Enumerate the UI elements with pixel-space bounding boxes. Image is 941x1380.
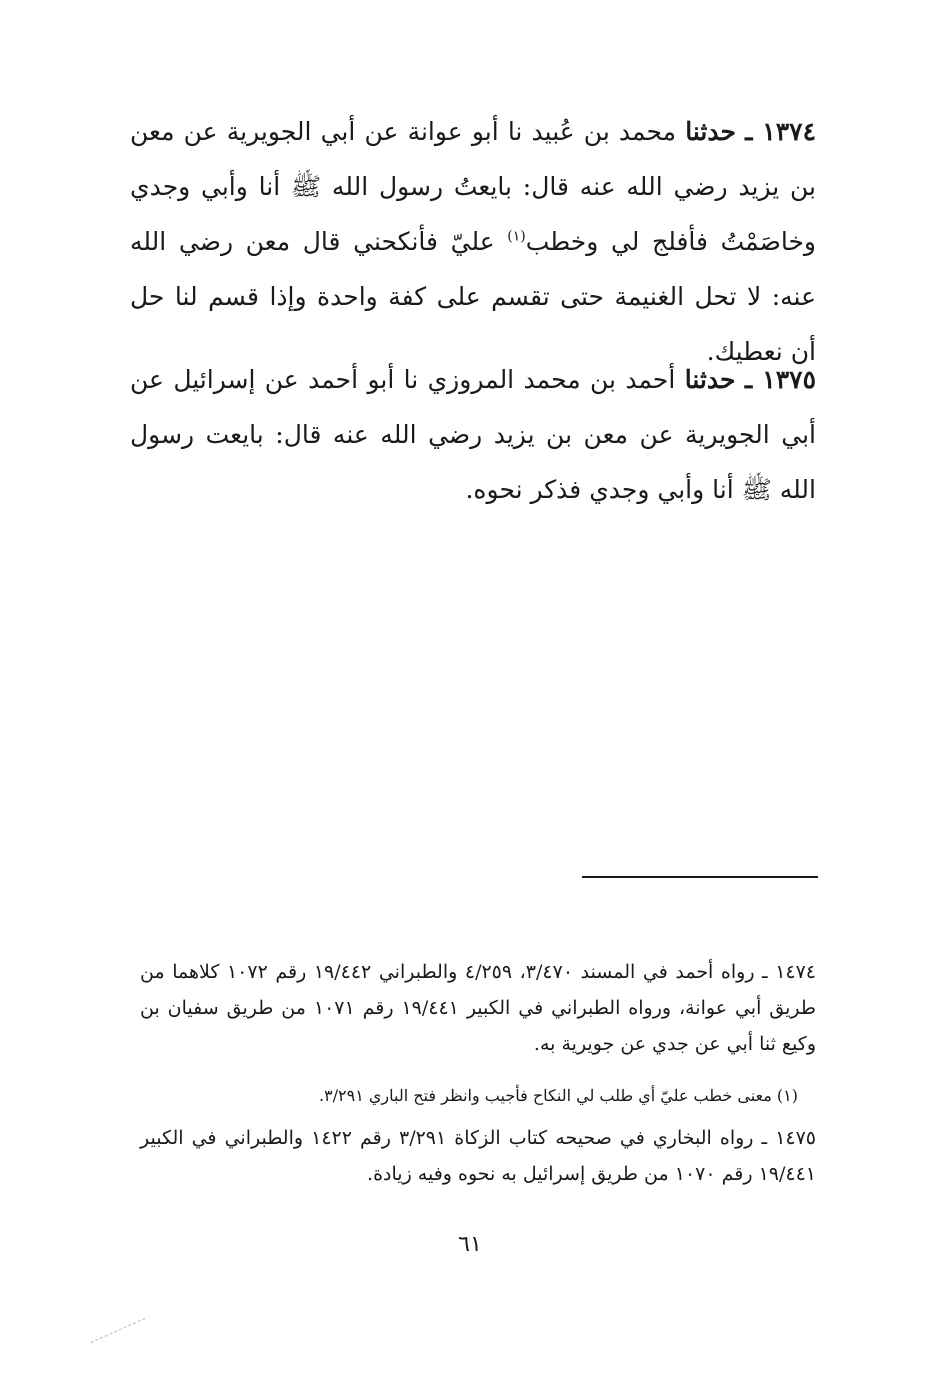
hadith-1375-paragraph [130, 352, 816, 517]
hadith-text: أحمد بن محمد المروزي نا أبو أحمد عن إسرائيل عن أبي الجويرية عن معن بن يزيد رضي الله عنه قال: بايعت رسول الله ﷺ أنا وأبي وجدي فذكر نحوه. [130, 365, 816, 504]
hadith-lead-word: حدثنا [685, 117, 736, 146]
hadith-number: ١٣٧٤ ـ [745, 117, 817, 146]
footnote-separator-rule [582, 876, 818, 878]
hadith-1374-paragraph [130, 104, 816, 379]
hadith-text: محمد بن عُبيد نا أبو عوانة عن أبي الجويرية عن معن بن يزيد رضي الله عنه قال: بايعتُ رسول الله ﷺ أنا وأبي وجدي وخاصَمْتُ فأفلج لي وخطب [130, 117, 816, 256]
footnote-note-1: (١) معنى خطب عليّ أي طلب لي النكاح فأجيب وانظر فتح الباري ٣/٢٩١. [318, 1086, 798, 1105]
footnote-marker: (١) [507, 228, 526, 245]
page-number: ٦١ [458, 1232, 482, 1257]
hadith-number: ١٣٧٥ ـ [744, 365, 817, 394]
hadith-text-continued: عليّ فأنكحني قال معن رضي الله عنه: لا تحل الغنيمة حتى تقسم على كفة واحدة وإذا قسم لنا حل أن نعطيك. [130, 227, 816, 366]
scan-artifact-line [90, 1318, 145, 1343]
footnote-1475: ١٤٧٥ ـ رواه البخاري في صحيحه كتاب الزكاة ٣/٢٩١ رقم ١٤٢٢ والطبراني في الكبير ١٩/٤٤١ رقم ١٠٧٠ من طريق إسرائيل به نحوه وفيه زيادة. [140, 1127, 817, 1185]
footnote-1474: ١٤٧٤ ـ رواه أحمد في المسند ٣/٤٧٠، ٤/٢٥٩ والطبراني ١٩/٤٤٢ رقم ١٠٧٢ كلاهما من طريق أبي عوانة، ورواه الطبراني في الكبير ١٩/٤٤١ رقم ١٠٧١ من طريق سفيان بن وكيع ثنا أبي عن جدي عن جويرية به. [140, 961, 817, 1055]
hadith-lead-word: حدثنا [684, 365, 736, 394]
